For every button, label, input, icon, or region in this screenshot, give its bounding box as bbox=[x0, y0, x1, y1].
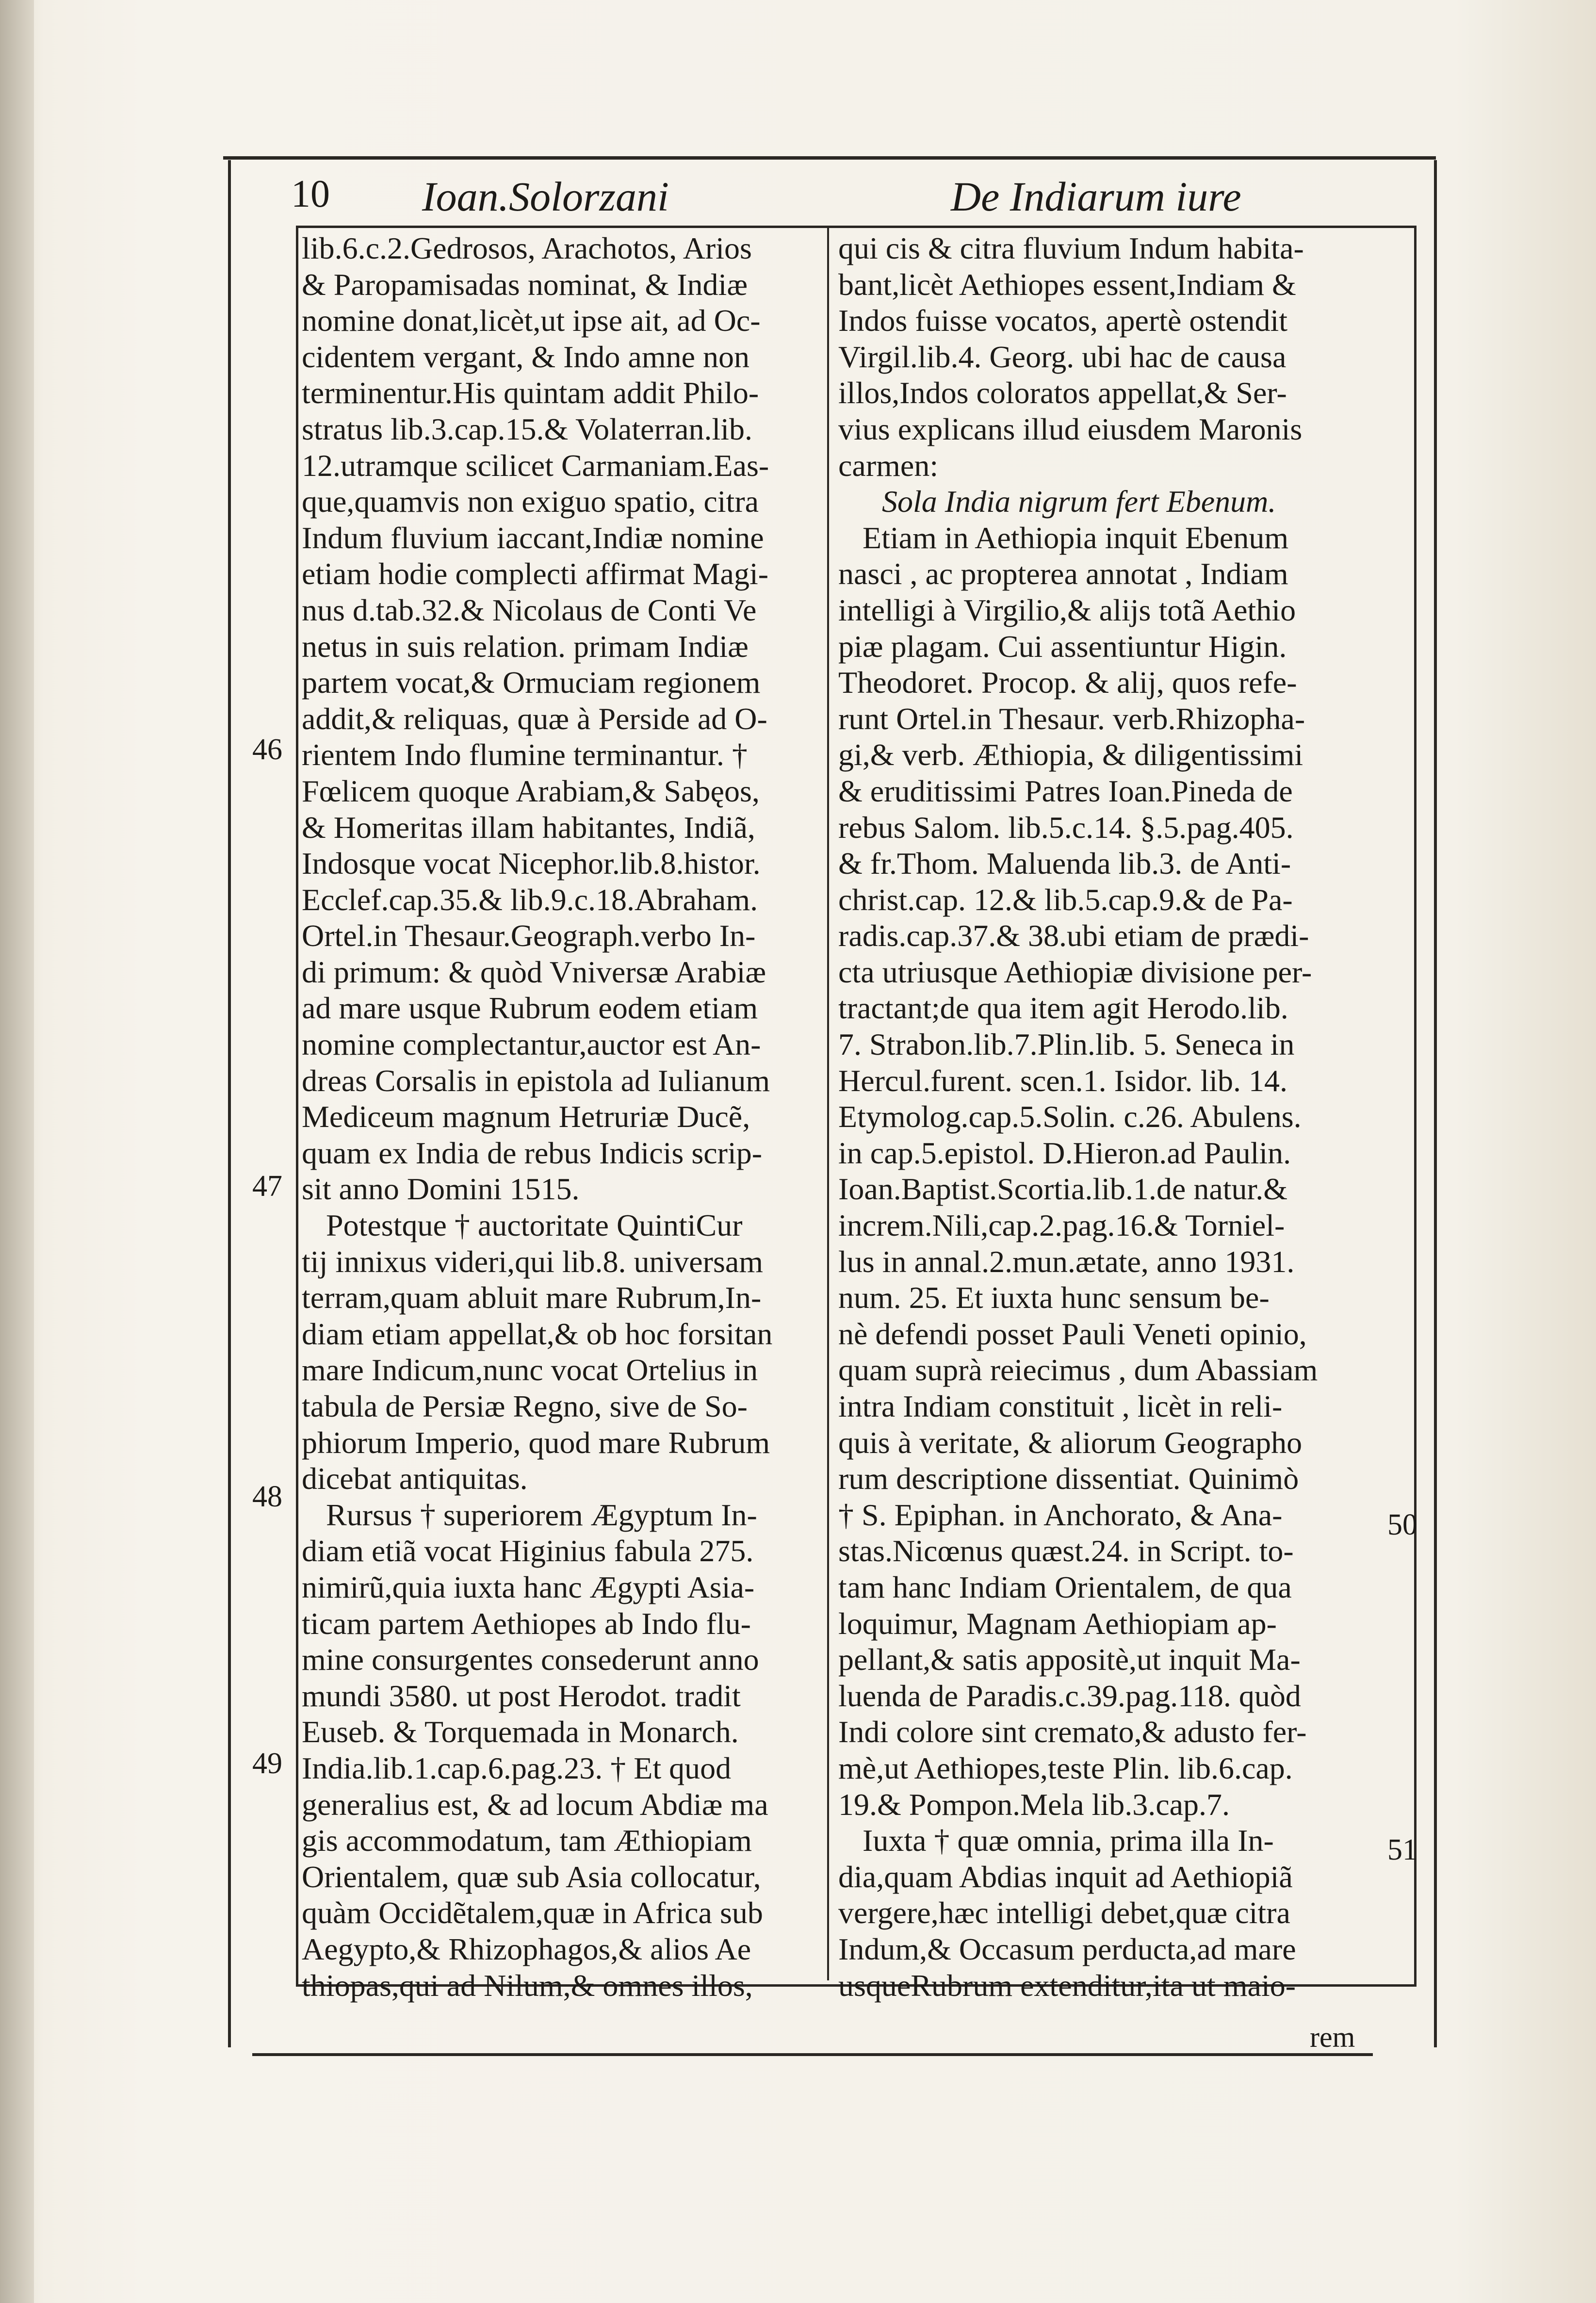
text-line: nimirũ,quia iuxta hanc Ægypti Asia- bbox=[302, 1569, 755, 1604]
text-line: piæ plagam. Cui assentiuntur Higin. bbox=[838, 629, 1287, 664]
text-line: loquimur, Magnam Aethiopiam ap- bbox=[838, 1606, 1277, 1641]
text-line: diam etiã vocat Higinius fabula 275. bbox=[302, 1534, 754, 1568]
text-line: mè,ut Aethiopes,teste Plin. lib.6.cap. bbox=[838, 1750, 1293, 1785]
text-line: Ecclef.cap.35.& lib.9.c.18.Abraham. bbox=[302, 882, 758, 917]
text-line: ad mare usque Rubrum eodem etiam bbox=[302, 991, 758, 1026]
text-line: stratus lib.3.cap.15.& Volaterran.lib. bbox=[302, 411, 753, 446]
text-line: dia,quam Abdias inquit ad Aethiopiã bbox=[838, 1859, 1293, 1894]
text-line: christ.cap. 12.& lib.5.cap.9.& de Pa- bbox=[838, 882, 1293, 917]
text-line: vergere,hæc intelligi debet,quæ citra bbox=[838, 1895, 1290, 1930]
text-line: nasci , ac propterea annotat , Indiam bbox=[838, 556, 1288, 591]
text-line: Mediceum magnum Hetruriæ Ducẽ, bbox=[302, 1099, 750, 1134]
text-line: increm.Nili,cap.2.pag.16.& Torniel- bbox=[838, 1208, 1285, 1243]
text-line: nè defendi posset Pauli Veneti opinio, bbox=[838, 1316, 1307, 1351]
margin-number-48: 48 bbox=[252, 1480, 282, 1513]
text-line: Ortel.in Thesaur.Geograph.verbo In- bbox=[302, 918, 756, 953]
text-line: cidentem vergant, & Indo amne non bbox=[302, 339, 749, 374]
text-line: Ioan.Baptist.Scortia.lib.1.de natur.& bbox=[838, 1172, 1288, 1207]
right-text-column bbox=[838, 230, 1377, 2004]
text-line: di primum: & quòd Vniversæ Arabiæ bbox=[302, 954, 766, 989]
left-text-column bbox=[302, 230, 820, 2004]
text-line: illos,Indos coloratos appellat,& Ser- bbox=[838, 376, 1287, 410]
text-line: phiorum Imperio, quod mare Rubrum bbox=[302, 1425, 770, 1460]
text-line: cta utriusque Aethiopiæ divisione per- bbox=[838, 954, 1312, 989]
margin-number-50: 50 bbox=[1387, 1508, 1417, 1541]
text-line: Fœlicem quoque Arabiam,& Sabęos, bbox=[302, 773, 760, 808]
text-line: thiopas,qui ad Nilum,& omnes illos, bbox=[302, 1968, 753, 2003]
text-line: stas.Nicœnus quæst.24. in Script. to- bbox=[838, 1534, 1294, 1568]
text-line: rientem Indo flumine terminantur. † bbox=[302, 737, 748, 772]
text-line: Rursus † superiorem Ægyptum In- bbox=[326, 1497, 757, 1532]
text-line: 19.& Pompon.Mela lib.3.cap.7. bbox=[838, 1787, 1230, 1822]
text-line: qui cis & citra fluvium Indum habita- bbox=[838, 231, 1304, 265]
text-line: Indi colore sint cremato,& adusto fer- bbox=[838, 1715, 1307, 1749]
text-line: in cap.5.epistol. D.Hieron.ad Paulin. bbox=[838, 1135, 1291, 1170]
text-line: generalius est, & ad locum Abdiæ ma bbox=[302, 1787, 768, 1822]
text-line: gis accommodatum, tam Æthiopiam bbox=[302, 1823, 752, 1858]
text-line: rebus Salom. lib.5.c.14. §.5.pag.405. bbox=[838, 810, 1294, 845]
text-line: intelligi à Virgilio,& alijs totã Aethio bbox=[838, 592, 1296, 627]
text-line: gi,& verb. Æthiopia, & diligentissimi bbox=[838, 737, 1303, 772]
text-line: diam etiam appellat,& ob hoc forsitan bbox=[302, 1316, 773, 1351]
text-line: intra Indiam constituit , licèt in reli- bbox=[838, 1389, 1283, 1423]
text-line: Etymolog.cap.5.Solin. c.26. Abulens. bbox=[838, 1099, 1302, 1134]
text-line: etiam hodie complecti affirmat Magi- bbox=[302, 556, 769, 591]
text-line: 7. Strabon.lib.7.Plin.lib. 5. Seneca in bbox=[838, 1027, 1295, 1062]
text-line: Orientalem, quæ sub Asia collocatur, bbox=[302, 1859, 761, 1894]
text-line: dicebat antiquitas. bbox=[302, 1461, 528, 1496]
text-line: Indos fuisse vocatos, apertè ostendit bbox=[838, 303, 1287, 338]
text-line: & Paropamisadas nominat, & Indiæ bbox=[302, 267, 748, 302]
margin-number-51: 51 bbox=[1387, 1833, 1417, 1866]
text-line: sit anno Domini 1515. bbox=[302, 1172, 580, 1207]
margin-number-49: 49 bbox=[252, 1747, 282, 1780]
text-line: Iuxta † quæ omnia, prima illa In- bbox=[863, 1823, 1274, 1858]
text-line: tij innixus videri,qui lib.8. universam bbox=[302, 1244, 764, 1279]
text-line: Indum,& Occasum perducta,ad mare bbox=[838, 1931, 1296, 1966]
text-line: tam hanc Indiam Orientalem, de qua bbox=[838, 1569, 1292, 1604]
text-line: & Homeritas illam habitantes, Indiã, bbox=[302, 810, 755, 845]
margin-number-46: 46 bbox=[252, 733, 282, 766]
text-line: Etiam in Aethiopia inquit Ebenum bbox=[863, 520, 1289, 555]
text-line: nomine complectantur,auctor est An- bbox=[302, 1027, 761, 1062]
text-line: Hercul.furent. scen.1. Isidor. lib. 14. bbox=[838, 1063, 1287, 1098]
text-line: terram,quam abluit mare Rubrum,In- bbox=[302, 1280, 762, 1315]
text-line: tractant;de qua item agit Herodo.lib. bbox=[838, 991, 1288, 1026]
text-line: dreas Corsalis in epistola ad Iulianum bbox=[302, 1063, 770, 1098]
text-line: nus d.tab.32.& Nicolaus de Conti Ve bbox=[302, 592, 757, 627]
top-rule bbox=[223, 156, 1436, 160]
catchword: rem bbox=[1310, 2021, 1355, 2053]
bottom-rule bbox=[252, 2053, 1373, 2056]
text-line: mare Indicum,nunc vocat Ortelius in bbox=[302, 1353, 758, 1388]
text-line: lib.6.c.2.Gedrosos, Arachotos, Arios bbox=[302, 231, 752, 265]
text-line: Aegypto,& Rhizophagos,& alios Ae bbox=[302, 1931, 751, 1966]
text-line: mine consurgentes consederunt anno bbox=[302, 1642, 759, 1677]
text-line: Indosque vocat Nicephor.lib.8.histor. bbox=[302, 846, 761, 881]
text-line: terminentur.His quintam addit Philo- bbox=[302, 376, 759, 410]
text-line: carmen: bbox=[838, 448, 939, 483]
text-line: vius explicans illud eiusdem Maronis bbox=[838, 411, 1303, 446]
text-line: quis à veritate, & aliorum Geographo bbox=[838, 1425, 1303, 1460]
text-line: mundi 3580. ut post Herodot. tradit bbox=[302, 1678, 741, 1713]
text-line: † S. Epiphan. in Anchorato, & Ana- bbox=[838, 1497, 1283, 1532]
page-number: 10 bbox=[291, 173, 330, 215]
text-line: addit,& reliquas, quæ à Perside ad O- bbox=[302, 701, 767, 736]
text-line: ticam partem Aethiopes ab Indo flu- bbox=[302, 1606, 751, 1641]
text-line: quam suprà reiecimus , dum Abassiam bbox=[838, 1353, 1318, 1388]
text-line: & fr.Thom. Maluenda lib.3. de Anti- bbox=[838, 846, 1291, 881]
text-line: Virgil.lib.4. Georg. ubi hac de causa bbox=[838, 339, 1287, 374]
text-line: usqueRubrum extenditur,ita ut maio- bbox=[838, 1968, 1296, 2003]
text-line: India.lib.1.cap.6.pag.23. † Et quod bbox=[302, 1750, 732, 1785]
text-line: netus in suis relation. primam Indiæ bbox=[302, 629, 749, 664]
text-line: pellant,& satis appositè,ut inquit Ma- bbox=[838, 1642, 1301, 1677]
text-line: rum descriptione dissentiat. Quinimò bbox=[838, 1461, 1299, 1496]
text-line: que,quamvis non exiguo spatio, citra bbox=[302, 484, 759, 519]
text-line: Sola India nigrum fert Ebenum. bbox=[882, 484, 1276, 519]
running-head-title: De Indiarum iure bbox=[951, 173, 1241, 220]
text-line: quam ex India de rebus Indicis scrip- bbox=[302, 1135, 763, 1170]
text-line: Indum fluvium iaccant,Indiæ nomine bbox=[302, 520, 764, 555]
text-line: luenda de Paradis.c.39.pag.118. quòd bbox=[838, 1678, 1301, 1713]
text-line: Potestque † auctoritate QuintiCur bbox=[326, 1208, 743, 1243]
text-line: num. 25. Et iuxta hunc sensum be- bbox=[838, 1280, 1270, 1315]
text-line: Euseb. & Torquemada in Monarch. bbox=[302, 1715, 739, 1749]
text-line: runt Ortel.in Thesaur. verb.Rhizopha- bbox=[838, 701, 1305, 736]
text-line: & eruditissimi Patres Ioan.Pineda de bbox=[838, 773, 1293, 808]
text-line: bant,licèt Aethiopes essent,Indiam & bbox=[838, 267, 1296, 302]
column-divider bbox=[827, 228, 829, 1980]
text-line: radis.cap.37.& 38.ubi etiam de prædi- bbox=[838, 918, 1309, 953]
running-head-author: Ioan.Solorzani bbox=[422, 173, 669, 220]
text-line: tabula de Persiæ Regno, sive de So- bbox=[302, 1389, 748, 1423]
margin-number-47: 47 bbox=[252, 1170, 282, 1203]
text-line: lus in annal.2.mun.ætate, anno 1931. bbox=[838, 1244, 1295, 1279]
text-line: nomine donat,licèt,ut ipse ait, ad Oc- bbox=[302, 303, 761, 338]
text-line: 12.utramque scilicet Carmaniam.Eas- bbox=[302, 448, 769, 483]
text-line: partem vocat,& Ormuciam regionem bbox=[302, 665, 761, 700]
page-binding-shadow bbox=[0, 0, 34, 2303]
text-line: Theodoret. Procop. & alij, quos refe- bbox=[838, 665, 1297, 700]
text-line: quàm Occidẽtalem,quæ in Africa sub bbox=[302, 1895, 763, 1930]
